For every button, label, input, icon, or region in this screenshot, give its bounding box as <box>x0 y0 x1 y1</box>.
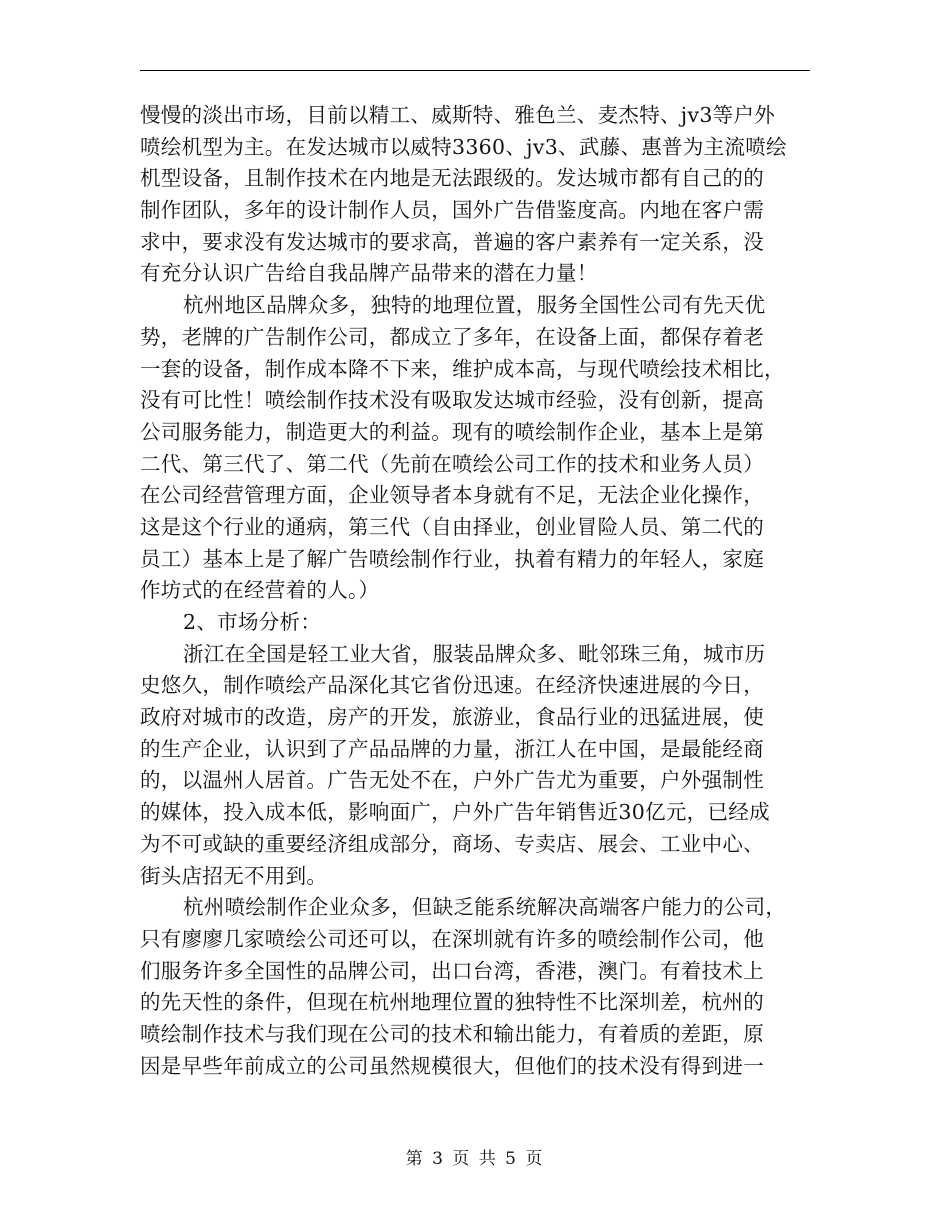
text-line: 机型设备，且制作技术在内地是无法跟级的。发达城市都有自己的的 <box>140 166 764 191</box>
text-line: 这是这个行业的通病，第三代（自由择业，创业冒险人员、第二代的 <box>140 514 764 539</box>
text-line: 史悠久，制作喷绘产品深化其它省份迅速。在经济快速进展的今日， <box>140 673 764 698</box>
paragraph <box>140 607 810 639</box>
paragraph <box>140 892 810 1082</box>
text-line: 喷绘机型为主。在发达城市以威特3360、jv3、武藤、惠普为主流喷绘 <box>140 134 787 159</box>
text-line: 街头店招无不用到。 <box>140 863 328 888</box>
text-line: 的先天性的条件，但现在杭州地理位置的独特性不比深圳差，杭州的 <box>140 990 764 1015</box>
text-line: 为不可或缺的重要经济组成部分，商场、专卖店、展会、工业中心、 <box>140 831 764 856</box>
text-line: 的生产企业，认识到了产品品牌的力量，浙江人在中国，是最能经商 <box>140 736 764 761</box>
text-line: 的，以温州人居首。广告无处不在，户外广告尤为重要，户外强制性 <box>140 768 764 793</box>
text-line: 的媒体，投入成本低，影响面广，户外广告年销售近30亿元，已经成 <box>140 800 770 825</box>
text-line: 作坊式的在经营着的人。） <box>140 578 380 603</box>
text-line: 员工）基本上是了解广告喷绘制作行业，执着有精力的年轻人，家庭 <box>140 546 764 571</box>
text-line: 在公司经营管理方面，企业领导者本身就有不足，无法企业化操作， <box>140 483 764 508</box>
text-line: 慢慢的淡出市场，目前以精工、威斯特、雅色兰、麦杰特、jv3等户外 <box>140 103 776 127</box>
text-line: 二代、第三代了、第二代（先前在喷绘公司工作的技术和业务人员） <box>140 451 764 476</box>
text-line: 制作团队，多年的设计制作人员，国外广告借鉴度高。内地在客户需 <box>140 198 764 223</box>
text-line: 势，老牌的广告制作公司，都成立了多年，在设备上面，都保存着老 <box>140 324 764 349</box>
text-line: 2、市场分析： <box>183 610 322 634</box>
text-line: 杭州地区品牌众多，独特的地理位置，服务全国性公司有先天优 <box>183 293 766 318</box>
text-line: 喷绘制作技术与我们现在公司的技术和输出能力，有着质的差距，原 <box>140 1021 764 1046</box>
paragraph <box>140 100 810 290</box>
text-line: 只有廖廖几家喷绘公司还可以，在深圳就有许多的喷绘制作公司，他 <box>140 926 764 951</box>
page-footer: 第 3 页 共 5 页 <box>405 1149 545 1169</box>
header-rule <box>140 70 810 71</box>
text-line: 们服务许多全国性的品牌公司，出口台湾，香港，澳门。有着技术上 <box>140 958 764 983</box>
text-line: 浙江在全国是轻工业大省，服装品牌众多、毗邻珠三角，城市历 <box>183 641 766 666</box>
text-line: 求中，要求没有发达城市的要求高，普遍的客户素养有一定关系，没 <box>140 229 764 254</box>
text-line: 杭州喷绘制作企业众多，但缺乏能系统解决高端客户能力的公司， <box>183 895 787 920</box>
paragraph <box>140 290 810 607</box>
text-line: 有充分认识广告给自我品牌产品带来的潜在力量！ <box>140 261 598 286</box>
text-line: 政府对城市的改造，房产的开发，旅游业，食品行业的迅猛进展，使 <box>140 705 764 730</box>
paragraph <box>140 639 810 893</box>
text-line: 公司服务能力，制造更大的利益。现有的喷绘制作企业，基本上是第 <box>140 419 764 444</box>
text-line: 没有可比性！喷绘制作技术没有吸取发达城市经验，没有创新，提高 <box>140 388 764 413</box>
text-line: 因是早些年前成立的公司虽然规模很大，但他们的技术没有得到进一 <box>140 1053 764 1078</box>
text-line: 一套的设备，制作成本降不下来，维护成本高，与现代喷绘技术相比， <box>140 356 785 381</box>
document-body <box>140 100 810 1082</box>
